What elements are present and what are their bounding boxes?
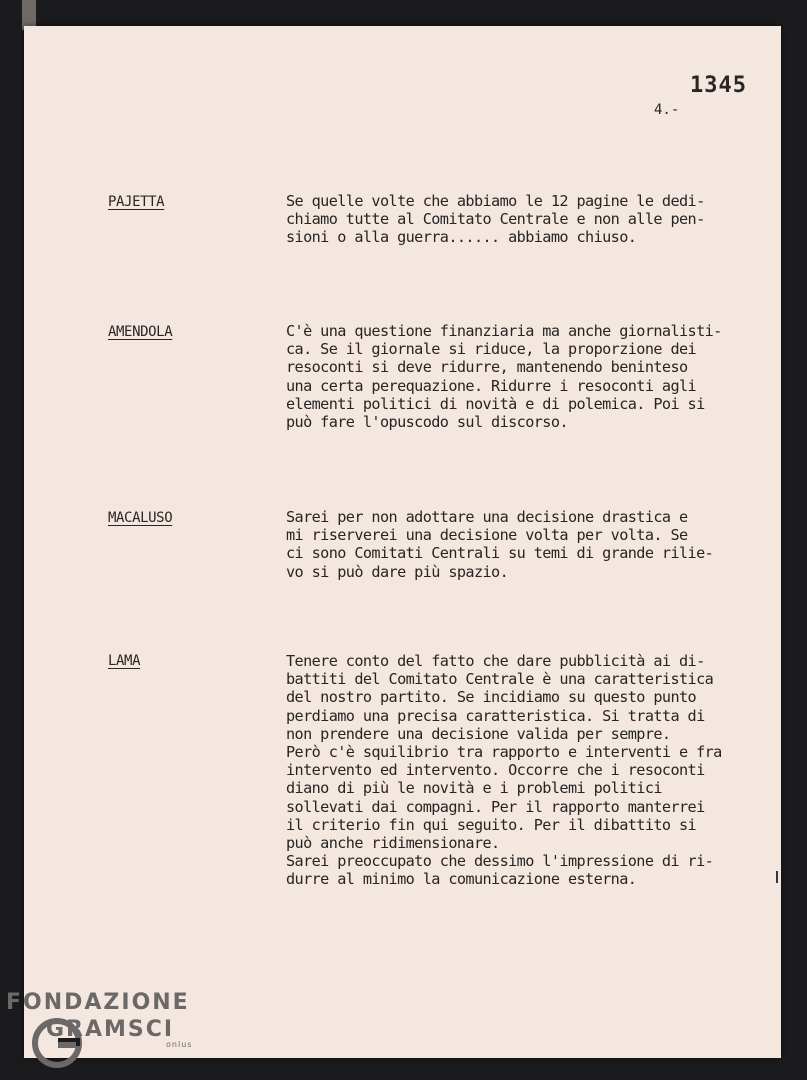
speech-line: Se quelle volte che abbiamo le 12 pagine le dedi- <box>286 192 705 210</box>
speech-line: mi riserverei una decisione volta per volta. Se <box>286 526 688 545</box>
speech-line: può fare l'opuscodo sul discorso. <box>286 413 568 432</box>
speaker-name-amendola: AMENDOLA <box>108 324 173 340</box>
speech-pajetta <box>286 192 772 247</box>
speech-line: chiamo tutte al Comitato Centrale e non alle pen- <box>286 210 705 229</box>
speech-line: una certa perequazione. Ridurre i resoconti agli <box>286 376 697 395</box>
speech-line: elementi politici di novità e di polemica. Poi si <box>286 394 705 413</box>
watermark <box>6 990 192 1049</box>
speech-line: sollevati dai compagni. Per il rapporto manterrei <box>286 797 705 816</box>
speech-line: ca. Se il giornale si riduce, la proporzione dei <box>286 340 697 359</box>
watermark-line1: FONDAZIONE <box>6 990 190 1015</box>
speaker-name-pajetta: PAJETTA <box>108 194 165 210</box>
speech-line: durre al minimo la comunicazione esterna. <box>286 870 637 889</box>
speech-line: battiti del Comitato Centrale è una caratteristica <box>286 670 714 689</box>
speech-lama <box>286 652 772 889</box>
speech-line: non prendere una decisione valida per sempre. <box>286 724 671 743</box>
speech-line: vo si può dare più spazio. <box>286 562 509 581</box>
speaker-name-lama: LAMA <box>108 653 141 669</box>
speech-line: Però c'è squilibrio tra rapporto e interventi e fra <box>286 743 722 762</box>
speech-line: C'è una questione finanziaria ma anche giornalisti- <box>286 322 722 340</box>
document-page <box>24 26 781 1058</box>
page-number: 1345 <box>690 73 747 98</box>
speech-line: perdiamo una precisa caratteristica. Si tratta di <box>286 706 705 725</box>
speech-line: Sarei per non adottare una decisione drastica e <box>286 508 688 526</box>
speech-line: diano di più le novità e i problemi politici <box>286 779 662 798</box>
speech-line: ci sono Comitati Centrali su temi di grande rilie- <box>286 544 714 563</box>
section-number: 4.- <box>654 102 680 118</box>
margin-mark <box>776 871 778 883</box>
speech-line: il criterio fin qui seguito. Per il dibattito si <box>286 815 697 834</box>
speaker-name-macaluso: MACALUSO <box>108 510 173 526</box>
speech-line: intervento ed intervento. Occorre che i resoconti <box>286 761 705 780</box>
watermark-line2: GRAMSCI <box>46 1017 175 1042</box>
speech-line: può anche ridimensionare. <box>286 834 500 853</box>
speech-amendola <box>286 322 772 431</box>
speech-line: resoconti si deve ridurre, mantenendo beninteso <box>286 358 688 377</box>
speech-macaluso <box>286 508 772 581</box>
speech-line: sioni o alla guerra...... abbiamo chiuso. <box>286 228 637 247</box>
speech-line: Sarei preoccupato che dessimo l'impressione di ri- <box>286 852 714 871</box>
speech-line: Tenere conto del fatto che dare pubblicità ai di- <box>286 652 705 670</box>
speech-line: del nostro partito. Se incidiamo su questo punto <box>286 688 697 707</box>
watermark-line3: onlus <box>166 1040 193 1049</box>
